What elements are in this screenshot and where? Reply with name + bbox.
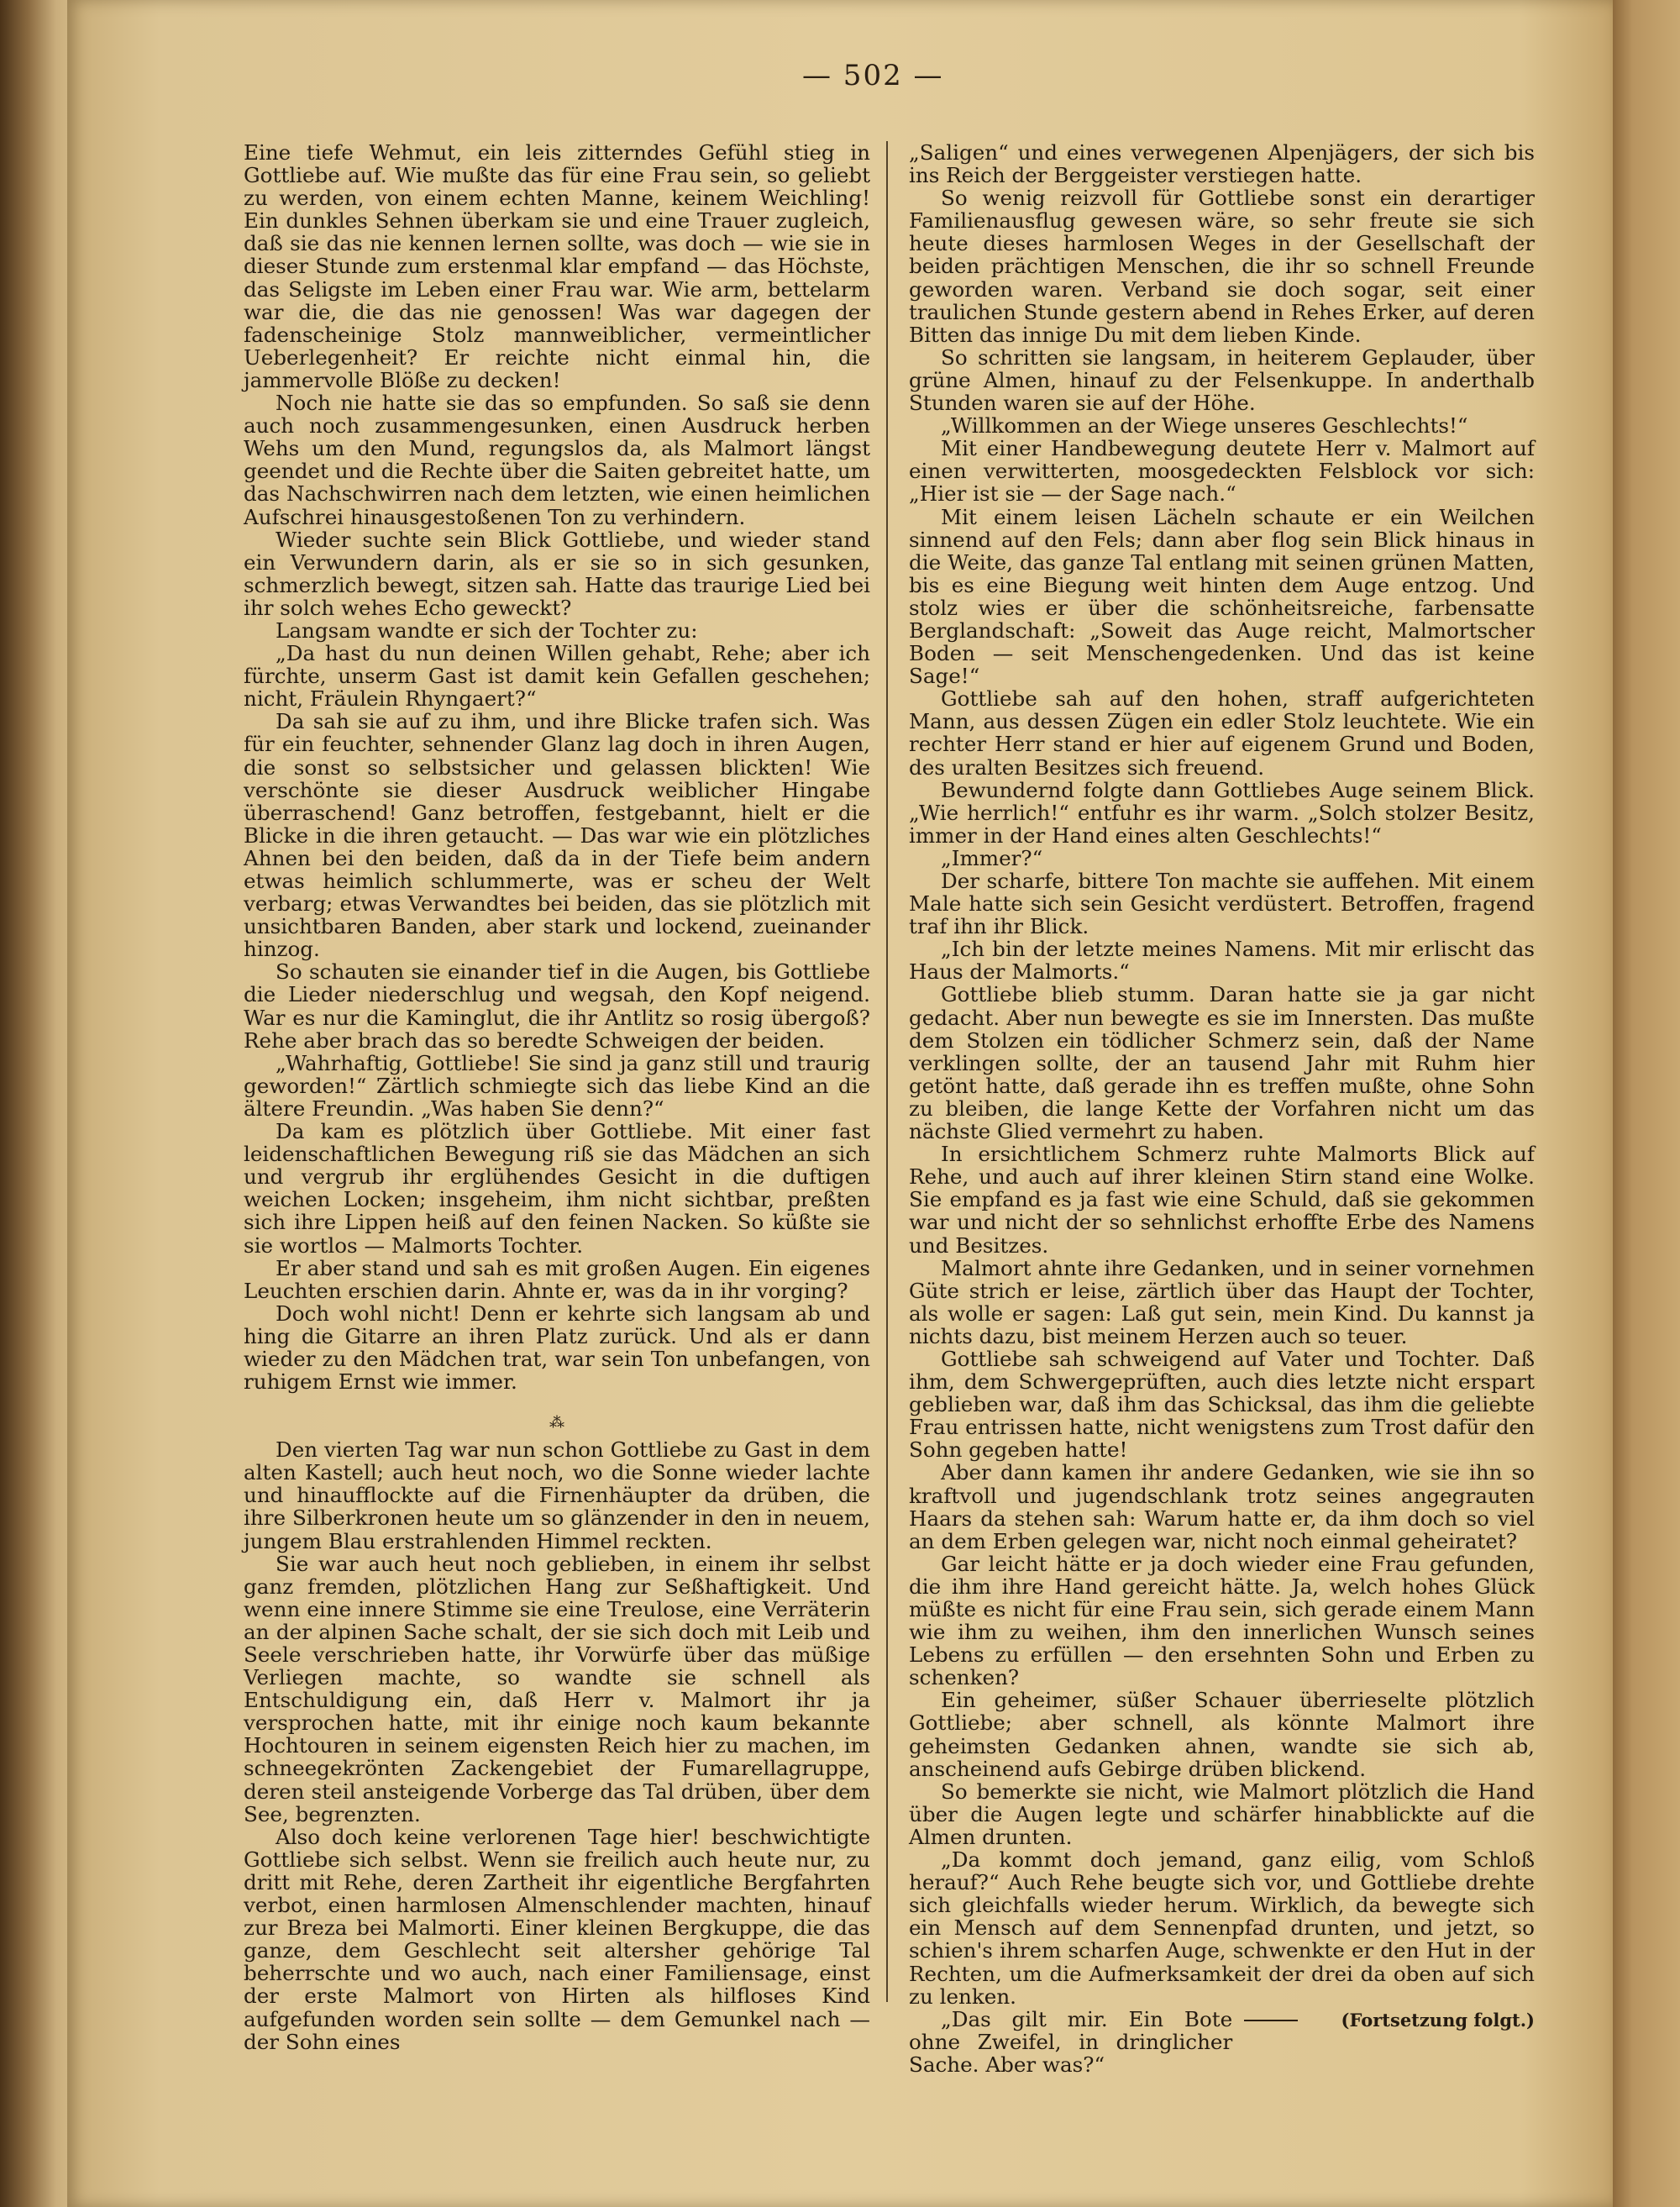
paragraph: Da sah sie auf zu ihm, und ihre Blicke trafen sich. Was für ein feuchter, sehnender Glanz lag doch in ihren Augen, die sonst so selbstsicher und gelassen blickten! Wie verschönte sie dieser Ausdruck weiblicher Hingabe überraschend! Ganz betroffen, festgebannt, hielt er die Blicke in die ihren getaucht. — Das war wie ein plötzliches Ahnen bei den beiden, daß da in der Tiefe beim andern etwas heimlich schlummerte, was er scheu der Welt verbarg; etwas Verwandtes bei beiden, das sie plötzlich mit unsichtbaren Banden, aber stark und lockend, zueinander hinzog. <box>244 709 870 962</box>
paragraph: Bewundernd folgte dann Gottliebes Auge seinem Blick. „Wie herrlich!“ entfuhr es ihr warm. „Solch stolzer Besitz, immer in der Hand eines alten Geschlechts!“ <box>909 777 1535 848</box>
paragraph: Noch nie hatte sie das so empfunden. So saß sie denn auch noch zusammengesunken, einen Ausdruck herben Wehs um den Mund, regungslos da, als Malmort längst geendet und die Rechte über die Saiten gebreitet hatte, um das Nachschwirren nach dem letzten, wie einen heimlichen Aufschrei hinausgestoßenen Ton zu verhindern. <box>244 391 870 529</box>
final-paragraph: „Das gilt mir. Ein Bote ohne Zweifel, in dringlicher Sache. Aber was?“ <box>909 2006 1233 2077</box>
paragraph: Er aber stand und sah es mit großen Augen. Ein eigenes Leuchten erschien darin. Ahnte er, was da in ihr vorging? <box>244 1255 870 1303</box>
paragraph: Eine tiefe Wehmut, ein leis zitterndes Gefühl stieg in Gottliebe auf. Wie mußte das für eine Frau sein, so geliebt zu werden, von einem echten Manne, keinem Weichling! Ein dunkles Sehnen überkam sie und eine Trauer zugleich, daß sie das nie kennen lernen sollte, was doch — wie sie in dieser Stunde zum erstenmal klar empfand — das Höchste, das Seligste im Leben einer Frau war. Wie arm, bettelarm war die, die das nie genossen! Was war dagegen der fadenscheinige Stolz mannweiblicher, vermeintlicher Ueberlegenheit? Er reichte nicht einmal hin, die jammervolle Blöße zu decken! <box>244 140 870 392</box>
paragraph: „Immer?“ <box>941 845 1043 870</box>
paragraph: Sie war auch heut noch geblieben, in einem ihr selbst ganz fremden, plötzlichen Hang zur Seßhaftigkeit. Und wenn eine innere Stimme sie eine Treulose, eine Verräterin an der alpinen Sache schalt, der sie sich doch mit Leib und Seele verschrieben hatte, ihr Vorwürfe über das müßige Verliegen machte, so wandte sie schnell als Entschuldigung ein, daß Herr v. Malmort ihr ja versprochen hatte, mit ihr einige noch kaum bekannte Hochtouren in seinem eigensten Reich hier zu machen, im schneegekrönten Zackengebiet der Fumarellagruppe, deren steil ansteigende Vorberge das Tal drüben, über dem See, begrenzten. <box>244 1551 870 1826</box>
page-number: — 502 — <box>802 59 944 92</box>
paragraph: Gottliebe sah schweigend auf Vater und Tochter. Daß ihm, dem Schwergeprüften, auch dies letzte nicht erspart geblieben war, daß ihm das Schicksal, das ihm die geliebte Frau entrissen hatte, nicht wenigstens zum Trost dafür den Sohn gegeben hatte! <box>909 1346 1535 1463</box>
right-column <box>909 141 1535 2076</box>
paragraph: So bemerkte sie nicht, wie Malmort plötzlich die Hand über die Augen legte und schärfer hinabblickte auf die Almen drunten. <box>909 1779 1535 1849</box>
continuation-note: (Fortsetzung folgt.) <box>1341 2009 1535 2031</box>
column-divider <box>886 141 888 2002</box>
paragraph: Wieder suchte sein Blick Gottliebe, und wieder stand ein Verwundern darin, als er sie so in sich gesunken, schmerzlich bewegt, sitzen sah. Hatte das traurige Lied bei ihr solch wehes Echo geweckt? <box>244 527 870 620</box>
paragraph: „Da kommt doch jemand, ganz eilig, vom Schloß herauf?“ Auch Rehe beugte sich vor, und Gottliebe drehte sich gleichfalls wieder herum. Wirklich, da bewegte sich ein Mensch auf dem Sennenpfad drunten, und jetzt, so schien's ihrem scharfen Auge, schwenkte er den Hut in der Rechten, um die Aufmerksamkeit der drei da oben auf sich zu lenken. <box>909 1847 1535 2009</box>
paragraph: Malmort ahnte ihre Gedanken, und in seiner vornehmen Güte strich er leise, zärtlich über das Haupt der Tochter, als wolle er sagen: Laß gut sein, mein Kind. Du kannst ja nichts dazu, bist meinem Herzen auch so teuer. <box>909 1255 1535 1348</box>
end-rule <box>1244 2020 1297 2021</box>
paragraph: Langsam wandte er sich der Tochter zu: <box>276 617 698 643</box>
closing-line <box>909 2008 1535 2076</box>
paragraph: „Ich bin der letzte meines Namens. Mit mir erlischt das Haus der Malmorts.“ <box>909 937 1535 985</box>
paragraph: „Wahrhaftig, Gottliebe! Sie sind ja ganz still und traurig geworden!“ Zärtlich schmiegte sich das liebe Kind an die ältere Freundin. „Was haben Sie denn?“ <box>244 1050 870 1121</box>
paragraph: Gottliebe blieb stumm. Daran hatte sie ja gar nicht gedacht. Aber nun bewegte es sie im Innersten. Das mußte dem Stolzen ein tödlicher Schmerz sein, daß der Name verklingen sollte, der an tausend Jahr mit Ruhm hier getönt hatte, daß gerade ihn es treffen mußte, ohne Sohn zu bleiben, die lange Kette der Vorfahren nicht um das nächste Glied vermehrt zu haben. <box>909 982 1535 1144</box>
paragraph: Ein geheimer, süßer Schauer überrieselte plötzlich Gottliebe; aber schnell, als könnte Malmort ihre geheimsten Gedanken ahnen, wandte sie sich ab, anscheinend aufs Gebirge drüben blickend. <box>909 1688 1535 1781</box>
paragraph: „Da hast du nun deinen Willen gehabt, Rehe; aber ich fürchte, unserm Gast ist damit kein Gefallen geschehen; nicht, Fräulein Rhyngaert?“ <box>244 641 870 712</box>
left-column <box>244 141 870 2053</box>
paragraph: So schauten sie einander tief in die Augen, bis Gottliebe die Lieder niederschlug und wegsah, den Kopf neigend. War es nur die Kaminglut, die ihr Antlitz so rosig übergoß? Rehe aber brach das so beredte Schweigen der beiden. <box>244 959 870 1053</box>
paragraph: Mit einem leisen Lächeln schaute er ein Weilchen sinnend auf den Fels; dann aber flog sein Blick hinaus in die Weite, das ganze Tal entlang mit seinen grünen Matten, bis es eine Biegung weit hinten dem Auge entzog. Und stolz wies er über die schönheitsreiche, farbensatte Berglandschaft: „Soweit das Auge reicht, Malmortscher Boden — seit Menschengedenken. Und das ist keine Sage!“ <box>909 504 1535 689</box>
paragraph: Den vierten Tag war nun schon Gottliebe zu Gast in dem alten Kastell; auch heut noch, wo die Sonne wieder lachte und hinaufflockte auf die Firnenhäupter da drüben, die ihre Silberkronen heute um so glänzender in den in neuem, jungem Blau erstrahlenden Himmel reckten. <box>244 1437 870 1553</box>
paragraph: Gar leicht hätte er ja doch wieder eine Frau gefunden, die ihm ihre Hand gereicht hätte. Ja, welch hohes Glück müßte es nicht für eine Frau sein, sich gerade einem Mann wie ihm zu weihen, ihm den innerlichen Wunsch seines Lebens zu erfüllen — den ersehnten Sohn und Erben zu schenken? <box>909 1551 1535 1690</box>
paragraph: Doch wohl nicht! Denn er kehrte sich langsam ab und hing die Gitarre an ihren Platz zurück. Und als er dann wieder zu den Mädchen trat, war sein Ton unbefangen, von ruhigem Ernst wie immer. <box>244 1301 870 1395</box>
paragraph: So schritten sie langsam, in heiterem Geplauder, über grüne Almen, hinauf zu der Felsenkuppe. In anderthalb Stunden waren sie auf der Höhe. <box>909 344 1535 416</box>
paragraph: „Willkommen an der Wiege unseres Geschlechts!“ <box>941 413 1468 439</box>
section-break-mark: ⁂ <box>549 1414 564 1432</box>
paragraph: In ersichtlichem Schmerz ruhte Malmorts Blick auf Rehe, und auch auf ihrer kleinen Stirn stand eine Wolke. Sie empfand es ja fast wie eine Schuld, daß sie gekommen war und nicht der so sehnlichst erhoffte Erbe des Namens und Besitzes. <box>909 1142 1535 1258</box>
page-right-edge <box>1613 0 1680 2207</box>
paragraph: Aber dann kamen ihr andere Gedanken, wie sie ihn so kraftvoll und jugendschlank trotz seines angegrauten Haars da stehen sah: Warum hatte er, da ihm doch so viel an dem Erben gelegen war, nicht noch einmal geheiratet? <box>909 1460 1535 1553</box>
paragraph: So wenig reizvoll für Gottliebe sonst ein derartiger Familienausflug gewesen wäre, so sehr freute sie sich heute dieses harmlosen Weges in der Gesellschaft der beiden prächtigen Menschen, die ihr so schnell Freunde geworden waren. Verband sie doch sogar, seit einer traulichen Stunde gestern abend in Rehes Erker, auf deren Bitten das innige Du mit dem lieben Kinde. <box>909 186 1535 347</box>
paragraph: „Saligen“ und eines verwegenen Alpenjägers, der sich bis ins Reich der Berggeister verstiegen hatte. <box>909 140 1535 188</box>
paragraph: Also doch keine verlorenen Tage hier! beschwichtigte Gottliebe sich selbst. Wenn sie freilich auch heute nur, zu dritt mit Rehe, deren Zartheit ihr eigentliche Bergfahrten verbot, einen harmlosen Almenschlender machten, hinauf zur Breza bei Malmorti. Einer kleinen Bergkuppe, die das ganze, dem Geschlecht seit altersher gehörige Tal beherrschte und wo auch, nach einer Familiensage, einst der erste Malmort von Hirten als hilfloses Kind aufgefunden worden sein sollte — dem Gemunkel nach — der Sohn eines <box>244 1824 870 2054</box>
paragraph: Da kam es plötzlich über Gottliebe. Mit einer fast leidenschaftlichen Bewegung riß sie das Mädchen an sich und vergrub ihr erglühendes Gesicht in die duftigen weichen Locken; insgeheim, ihm nicht sichtbar, preßten sich ihre Lippen heiß auf den feinen Nacken. So küßte sie sie wortlos — Malmorts Tochter. <box>244 1119 870 1258</box>
paragraph: Mit einer Handbewegung deutete Herr v. Malmort auf einen verwitterten, moosgedeckten Felsblock vor sich: „Hier ist sie — der Sage nach.“ <box>909 436 1535 507</box>
paragraph: Der scharfe, bittere Ton machte sie auffehen. Mit einem Male hatte sich sein Gesicht verdüstert. Betroffen, fragend traf ihn ihr Blick. <box>909 869 1535 939</box>
paragraph: Gottliebe sah auf den hohen, straff aufgerichteten Mann, aus dessen Zügen ein edler Stolz leuchtete. Wie ein rechter Herr stand er hier auf eigenem Grund und Boden, des uralten Besitzes sich freuend. <box>909 686 1535 780</box>
